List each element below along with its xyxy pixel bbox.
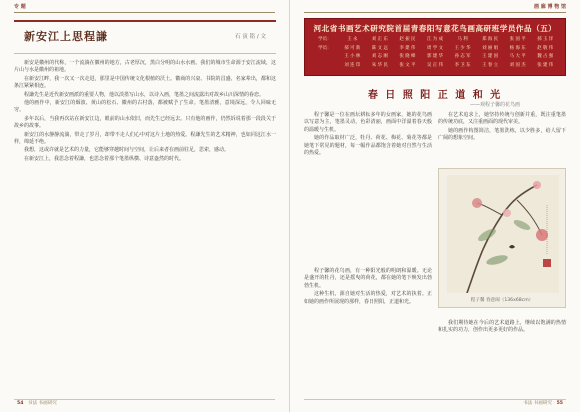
paragraph: 我想，这或许就是艺术的力量，它能够穿越时间与空间，让后来者在画前驻足，思索，感动。 — [24, 147, 230, 154]
student-name: 张 建 伟 — [537, 62, 554, 68]
right-page — [290, 0, 580, 412]
student-name: 赵 振 民 — [399, 37, 416, 42]
paragraph: 在艺术追求上，她坚持传统与创新并重，既注重笔墨的传统功底，又注重画面的现代审美。 — [438, 112, 566, 126]
student-name: 王 春 立 — [482, 62, 499, 68]
student-name: 郝 玉 洋 — [537, 37, 554, 42]
paragraph: 在新安江上，我思念着程謙，也思念着那个笔墨纵横、诗意盎然的时代。 — [24, 155, 185, 162]
paragraph: 程子馨是一位在画坛耕耘多年的女画家，她的花鸟画以写意为主，笔墨灵动，色彩清丽，画面中洋溢着春天般的温暖与生机。 — [304, 112, 432, 133]
left-article-author: 石 寅 铭 / 文 — [235, 34, 266, 40]
left-article-body — [14, 60, 276, 380]
paragraph: 我们期待她在今后的艺术道路上，继续以饱满的热情和扎实的功力，创作出更多更好的作品。 — [438, 320, 566, 334]
right-page-number: 55 — [556, 401, 563, 406]
student-name: 吴 正 伟 — [427, 62, 443, 68]
student-name: 刘 正 东 — [371, 37, 388, 42]
student-name: 刘 志 刚 — [371, 54, 388, 60]
paragraph: 多年以后，当我再次站在新安江边，眼前的山水依旧，而先生已经远去。只有他的画作，仍然诉说着那一段段关于故乡的故事。 — [14, 115, 276, 130]
left-footer-text: 书法 书画研究 — [27, 401, 57, 406]
student-name: 王 少 华 — [454, 45, 471, 51]
student-name: 王 建 国 — [482, 54, 499, 60]
student-name: 江 为 成 — [427, 37, 443, 42]
painting-caption: 程子馨 春意闹（136x68cm） — [470, 298, 534, 303]
student-name: 魏 占 强 — [537, 54, 554, 60]
painting-frame — [438, 168, 566, 308]
right-article-title: 春 日 照 阳 正 道 和 光 — [367, 90, 503, 101]
student-name: 刘 丽 娟 — [482, 45, 499, 51]
left-footer — [14, 400, 57, 408]
right-article-subtitle: ——观程子馨的花鸟画 — [469, 102, 520, 108]
student-name: 朱 华 民 — [371, 62, 388, 68]
right-footer-text: 书法 书画研究 — [523, 401, 553, 406]
student-name: 马 利 — [457, 37, 468, 42]
student-name: 王 永 — [347, 37, 358, 42]
right-article-column-3 — [304, 268, 432, 388]
student-name: 刘 连 印 — [344, 62, 361, 68]
student-name: 杨 海 东 — [509, 45, 526, 51]
flower-painting-image — [447, 175, 559, 293]
student-name: 张 文 平 — [399, 62, 416, 68]
left-title-block — [14, 20, 276, 54]
student-name — [311, 53, 339, 61]
student-name-grid — [311, 36, 559, 69]
student-name: 李 建 伟 — [399, 45, 416, 51]
right-article-column-4 — [438, 320, 566, 388]
student-name: 郝 可 新 — [344, 45, 361, 51]
paragraph: 新安江的水静静流淌，带走了岁月，却带不走人们心中对这片土地的热爱。程謙先生的艺术精神，也如同这江水一样，绵延不绝。 — [14, 131, 276, 146]
left-page-number: 54 — [17, 401, 24, 406]
paragraph: 她的作品取材广泛，牡丹、荷花、梅花、菊花等都是她笔下常见的题材，每一幅作品都饱含着她对自然与生活的热爱。 — [304, 135, 432, 157]
left-top-rule — [14, 12, 275, 13]
student-name: 赵 敬 伟 — [537, 45, 554, 51]
paragraph: 在新安江畔，我一次又一次走进，那里是中国传统文化根植的沃土。徽商的兴衰、书院的昌盛、名家辈出，都和这条江紧紧相连。 — [14, 75, 276, 90]
student-name: 马 大 平 — [509, 54, 526, 60]
right-top-rule — [304, 12, 566, 13]
right-header: 画 廊 博 物 馆 — [534, 4, 566, 10]
student-name: 学员： — [318, 45, 332, 51]
paragraph: 程謙先生是近代新安画派的重要人物，他以淡墨写山水，以诗入画，笔墨之间流露出对故乡山川深情的眷恋。 — [24, 91, 265, 98]
paragraph: 她的画作构图简洁，笔墨洗练，以少胜多，给人留下广阔的想象空间。 — [438, 127, 566, 142]
painting-illustration — [447, 175, 559, 293]
student-name — [311, 62, 339, 70]
student-name: 李 卫 东 — [454, 62, 471, 68]
banner-title: 河北省书画艺术研究院首届青春阳写意花鸟画高研班学员作品（五） — [313, 24, 557, 33]
right-footer — [523, 400, 566, 408]
left-header: 专 题 — [14, 4, 26, 10]
student-name: 孙 志 军 — [454, 54, 471, 60]
student-name: 陈 文 远 — [371, 45, 388, 51]
paragraph: 这种生机，源自她对生活的热爱，对艺术的执着。正如她的画作所展现的那样，春日照阳，正道和光。 — [304, 291, 432, 305]
student-name: 郑 海 民 — [482, 37, 499, 42]
student-name: 刘 国 杰 — [509, 62, 526, 68]
student-name: 张 晓 峰 — [399, 54, 416, 60]
paragraph: 他的画作中，新安江的烟波、黄山的松石、徽州的古村落，都被赋予了生命。笔墨清雅，意境深远，令人回味无穷。 — [14, 100, 276, 114]
right-article-column-1 — [304, 112, 432, 262]
student-name: 郭 建 华 — [427, 54, 443, 60]
left-article-title: 新安江上思程謙 — [24, 30, 108, 43]
paragraph: 新安是徽州的代称，一个流淌在徽州的地方，古老厚沉，黑白分明的山水水画。我们的城市生命源于安江流域，这片山与水是徽州的祖地。 — [14, 60, 276, 74]
student-name: 周 学 文 — [427, 45, 443, 51]
student-name: 王 小 林 — [344, 54, 361, 60]
student-name: 张 国 平 — [509, 37, 526, 42]
student-name: 学员： — [318, 37, 332, 42]
paragraph: 程子馨的花鸟画，有一种阳光般的明朗和温暖。无论是盛开的牡丹，还是摇曳的荷花，都在她的笔下焕发出勃勃生机。 — [304, 268, 432, 289]
exhibition-banner — [304, 18, 566, 76]
